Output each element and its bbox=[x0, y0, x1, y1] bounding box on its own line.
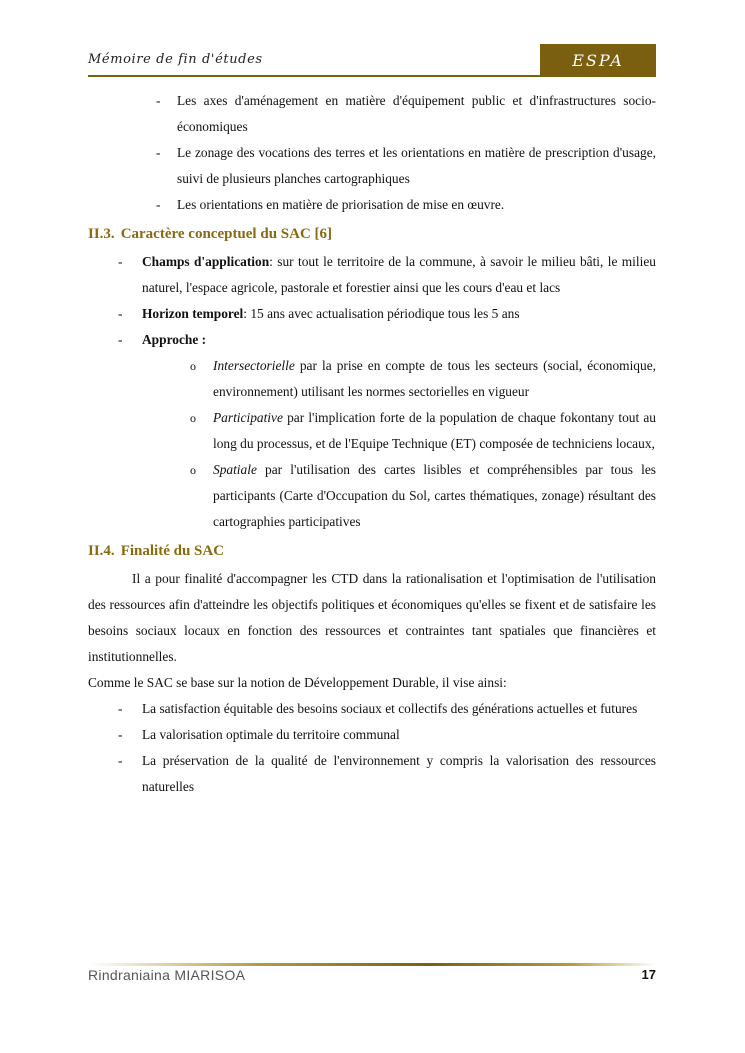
page-content bbox=[88, 88, 656, 800]
list-item bbox=[88, 249, 656, 301]
item-text: : 15 ans avec actualisation périodique tous les 5 ans bbox=[243, 306, 520, 321]
sub-item-term: Intersectorielle bbox=[213, 358, 295, 373]
page-header bbox=[88, 44, 656, 76]
circle-marker: o bbox=[190, 463, 196, 477]
sub-item-text: par l'implication forte de la population de chaque fokontany tout au long du processus, et de l'Equipe Technique (ET) composée de techniciens locaux, bbox=[213, 410, 656, 451]
list-item bbox=[88, 722, 656, 748]
circle-marker: o bbox=[190, 359, 196, 373]
list-item bbox=[88, 88, 656, 140]
page-number: 17 bbox=[641, 967, 656, 982]
list-item-text: La satisfaction équitable des besoins sociaux et collectifs des générations actuelles et futures bbox=[142, 701, 638, 716]
sub-item-term: Participative bbox=[213, 410, 283, 425]
footer-author: Rindraniaina MIARISOA bbox=[88, 967, 246, 983]
item-text: : sur tout le territoire de la commune, à savoir le milieu bâti, le milieu naturel, l'espace agricole, pastorale et forestier ainsi que les cours d'eau et lacs bbox=[142, 254, 656, 295]
circle-marker: o bbox=[190, 411, 196, 425]
list-item bbox=[88, 192, 656, 218]
section-title: Finalité du SAC bbox=[120, 543, 225, 559]
list-item-text: Les orientations en matière de priorisation de mise en œuvre. bbox=[177, 197, 505, 212]
sub-item-text: par la prise en compte de tous les secteurs (social, économique, environnement) utilisant les normes sectorielles en vigueur bbox=[213, 358, 656, 399]
dash-marker: - bbox=[118, 727, 123, 742]
header-title: Mémoire de fin d'études bbox=[88, 52, 263, 67]
dash-marker: - bbox=[156, 93, 161, 108]
dash-marker: - bbox=[156, 145, 161, 160]
item-label: Champs d'application bbox=[142, 254, 270, 269]
item-label: Horizon temporel bbox=[142, 306, 244, 321]
sub-list-item bbox=[88, 405, 656, 457]
list-item bbox=[88, 327, 656, 353]
paragraph: Il a pour finalité d'accompagner les CTD dans la rationalisation et l'optimisation de l'utilisation des ressources afin d'atteindre les objectifs politiques et économiques qu'elles se fixent et de satisfaire les besoins sociaux locaux en fonction des ressources et contraintes tant spatiales que financières et institutionnelles. bbox=[88, 571, 656, 664]
list-item bbox=[88, 748, 656, 800]
list-item bbox=[88, 301, 656, 327]
dash-marker: - bbox=[118, 254, 123, 269]
paragraph-intro: Comme le SAC se base sur la notion de Développement Durable, il vise ainsi: bbox=[88, 675, 507, 690]
section-number: II.3. bbox=[88, 226, 115, 242]
list-item bbox=[88, 696, 656, 722]
footer-rule bbox=[88, 963, 656, 966]
section-title: Caractère conceptuel du SAC [6] bbox=[120, 226, 333, 242]
dash-marker: - bbox=[118, 753, 123, 768]
list-item-text: Le zonage des vocations des terres et les orientations en matière de prescription d'usage, suivi de plusieurs planches cartographiques bbox=[177, 145, 656, 186]
dash-marker: - bbox=[118, 701, 123, 716]
section-heading-ii-3 bbox=[88, 221, 656, 247]
dash-marker: - bbox=[118, 306, 123, 321]
item-label: Approche : bbox=[142, 332, 207, 347]
sub-item-term: Spatiale bbox=[213, 462, 257, 477]
list-item bbox=[88, 140, 656, 192]
sub-list-item bbox=[88, 353, 656, 405]
header-badge: ESPA bbox=[540, 44, 656, 77]
section-number: II.4. bbox=[88, 543, 115, 559]
dash-marker: - bbox=[156, 197, 161, 212]
list-item-text: La valorisation optimale du territoire communal bbox=[142, 727, 400, 742]
list-item-text: Les axes d'aménagement en matière d'équipement public et d'infrastructures socio-économiques bbox=[177, 93, 656, 134]
dash-marker: - bbox=[118, 332, 123, 347]
sub-list-item bbox=[88, 457, 656, 535]
list-item-text: La préservation de la qualité de l'environnement y compris la valorisation des ressources naturelles bbox=[142, 753, 656, 794]
sub-item-text: par l'utilisation des cartes lisibles et compréhensibles par tous les participants (Carte d'Occupation du Sol, cartes thématiques, zonage) résultant des cartographies participatives bbox=[213, 462, 656, 529]
section-heading-ii-4 bbox=[88, 538, 656, 564]
